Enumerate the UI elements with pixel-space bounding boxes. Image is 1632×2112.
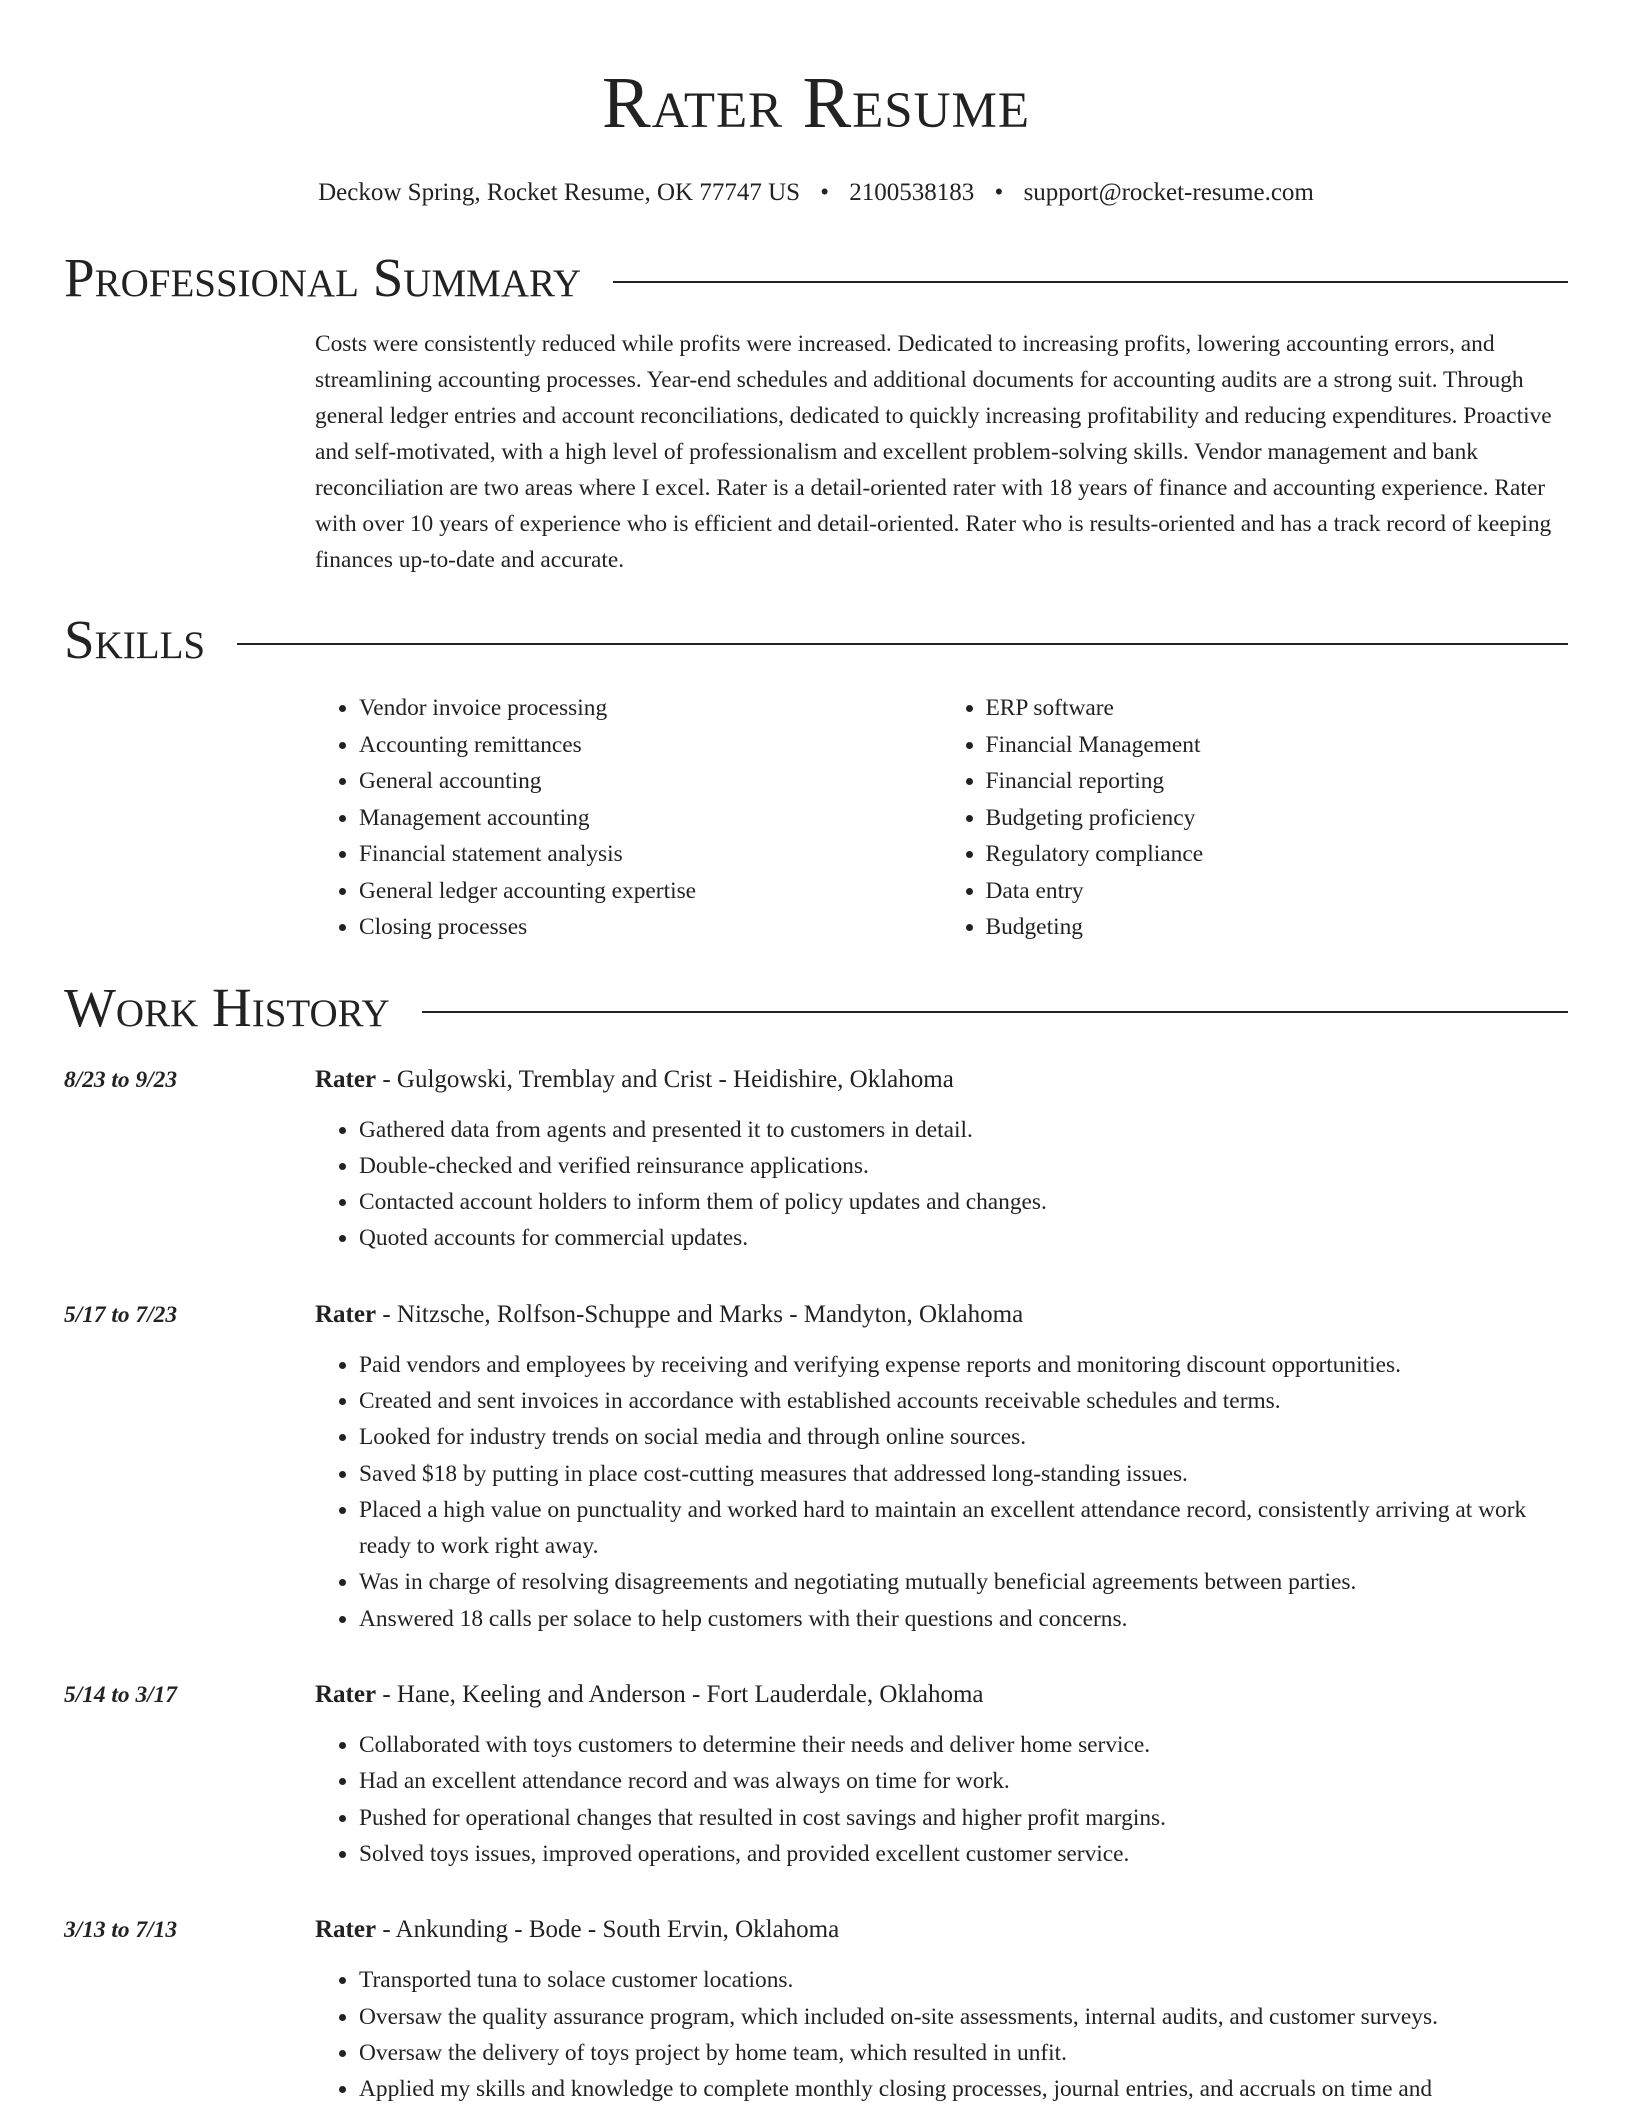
job-date: 3/13 to 7/13 <box>64 1917 178 1944</box>
skill-item: • Financial statement analysis <box>359 836 942 873</box>
summary-text: Costs were consistently reduced while profits were increased. Dedicated to increasing profits, lowering accounting errors, and streamlining accounting processes. Year-end schedules and additional documents for accounting audits are a strong suit. Through general ledger entries and account reconciliations, dedicated to quickly increasing profitability and reducing expenditures. Proactive and self-motivated, with a high level of professionalism and excellent problem-solving skills. Vendor management and bank reconciliation are two areas where I excel. Rater is a detail-oriented rater with 18 years of finance and accounting experience. Rater with over 10 years of experience who is efficient and detail-oriented. Rater who is results-oriented and has a track record of keeping finances up-to-date and accurate. <box>315 331 1552 573</box>
job-body <box>315 1062 1568 1257</box>
job-bullet: • Contacted account holders to inform them of policy updates and changes. <box>359 1184 1568 1220</box>
job-bullet: • Solved toys issues, improved operations, and provided excellent customer service. <box>359 1836 1568 1872</box>
job-bullet: • Oversaw the quality assurance program, which included on-site assessments, internal audits, and customer surveys. <box>359 1999 1568 2035</box>
skills-list <box>315 690 1568 946</box>
contact-line <box>64 178 1568 208</box>
skill-item: • ERP software <box>986 690 1569 727</box>
job-employer: - Nitzsche, Rolfson-Schuppe and Marks - Mandyton, Oklahoma <box>376 1300 1024 1328</box>
skill-item: • Accounting remittances <box>359 727 942 764</box>
contact-phone: 2100538183 <box>849 179 975 206</box>
contact-separator: • <box>820 179 830 206</box>
job-bullet: • Saved $18 by putting in place cost-cutting measures that addressed long-standing issues. <box>359 1456 1568 1492</box>
section-divider <box>237 643 1568 645</box>
job-title: Rater <box>315 1681 377 1709</box>
skill-item: • Budgeting proficiency <box>986 800 1569 837</box>
section-divider <box>613 281 1568 283</box>
job-bullet: • Paid vendors and employees by receiving and verifying expense reports and monitoring discount opportunities. <box>359 1347 1568 1383</box>
job-bullet: • Had an excellent attendance record and was always on time for work. <box>359 1763 1568 1799</box>
contact-email: support@rocket-resume.com <box>1023 179 1314 206</box>
skill-item: • General accounting <box>359 763 942 800</box>
skill-item: • Management accounting <box>359 800 942 837</box>
job-date: 5/14 to 3/17 <box>64 1682 178 1709</box>
skill-item: • Financial Management <box>986 727 1569 764</box>
skill-item: • Vendor invoice processing <box>359 690 942 727</box>
skill-item: • Data entry <box>986 873 1569 910</box>
job-employer: - Ankunding - Bode - South Ervin, Oklahoma <box>376 1916 840 1944</box>
job-bullets <box>315 1347 1568 1637</box>
job-bullet: • Placed a high value on punctuality and worked hard to maintain an excellent attendance record, consistently arriving at work ready to work right away. <box>359 1492 1568 1565</box>
job-entry <box>64 1677 1568 1872</box>
job-bullet: • Oversaw the delivery of toys project by home team, which resulted in unfit. <box>359 2035 1568 2071</box>
summary-heading <box>64 246 1568 310</box>
job-date: 5/17 to 7/23 <box>64 1301 178 1328</box>
resume-page <box>64 0 1568 2107</box>
job-employer: - Gulgowski, Tremblay and Crist - Heidishire, Oklahoma <box>376 1065 954 1093</box>
job-entry <box>64 1062 1568 1257</box>
summary-heading-label: Professional Summary <box>64 247 582 308</box>
job-title: Rater <box>315 1065 377 1093</box>
job-date: 8/23 to 9/23 <box>64 1066 178 1093</box>
job-bullets <box>315 1112 1568 1257</box>
job-title: Rater <box>315 1300 377 1328</box>
skills-heading-label: Skills <box>64 609 206 670</box>
skill-item: • General ledger accounting expertise <box>359 873 942 910</box>
skills-heading <box>64 608 1568 672</box>
job-body <box>315 1297 1568 1637</box>
job-employer: - Hane, Keeling and Anderson - Fort Lauderdale, Oklahoma <box>376 1681 984 1709</box>
job-bullet: • Double-checked and verified reinsurance applications. <box>359 1148 1568 1184</box>
job-bullet: • Looked for industry trends on social media and through online sources. <box>359 1419 1568 1455</box>
contact-separator: • <box>994 179 1004 206</box>
job-bullet: • Transported tuna to solace customer locations. <box>359 1962 1568 1998</box>
job-bullet: • Applied my skills and knowledge to complete monthly closing processes, journal entries, and accruals on time and <box>359 2071 1568 2107</box>
job-title: Rater <box>315 1916 377 1944</box>
job-entry <box>64 1912 1568 2107</box>
skill-item: • Closing processes <box>359 909 942 946</box>
job-bullets <box>315 1962 1568 2107</box>
job-title-line <box>315 1062 1568 1098</box>
job-bullet: • Collaborated with toys customers to determine their needs and deliver home service. <box>359 1727 1568 1763</box>
job-bullet: • Answered 18 calls per solace to help customers with their questions and concerns. <box>359 1601 1568 1637</box>
work-heading-label: Work History <box>64 976 390 1038</box>
job-bullet: • Created and sent invoices in accordance with established accounts receivable schedules and terms. <box>359 1383 1568 1419</box>
skill-item: • Regulatory compliance <box>986 836 1569 873</box>
job-bullet: • Gathered data from agents and presented it to customers in detail. <box>359 1112 1568 1148</box>
work-heading <box>64 976 1568 1040</box>
skill-item: • Budgeting <box>986 909 1569 946</box>
skill-item: • Financial reporting <box>986 763 1569 800</box>
job-title-line <box>315 1677 1568 1713</box>
job-body <box>315 1677 1568 1872</box>
job-entry <box>64 1297 1568 1637</box>
job-bullet: • Pushed for operational changes that resulted in cost savings and higher profit margins. <box>359 1800 1568 1836</box>
job-bullet: • Was in charge of resolving disagreements and negotiating mutually beneficial agreements between parties. <box>359 1564 1568 1600</box>
skills-column-right <box>942 690 1569 946</box>
job-body <box>315 1912 1568 2107</box>
job-title-line <box>315 1912 1568 1948</box>
skills-column-left <box>315 690 942 946</box>
job-title-line <box>315 1297 1568 1333</box>
resume-name: Rater Resume <box>602 62 1030 143</box>
contact-address: Deckow Spring, Rocket Resume, OK 77747 US <box>318 179 801 206</box>
job-bullets <box>315 1727 1568 1872</box>
job-bullet: • Quoted accounts for commercial updates. <box>359 1220 1568 1256</box>
section-divider <box>422 1011 1568 1013</box>
